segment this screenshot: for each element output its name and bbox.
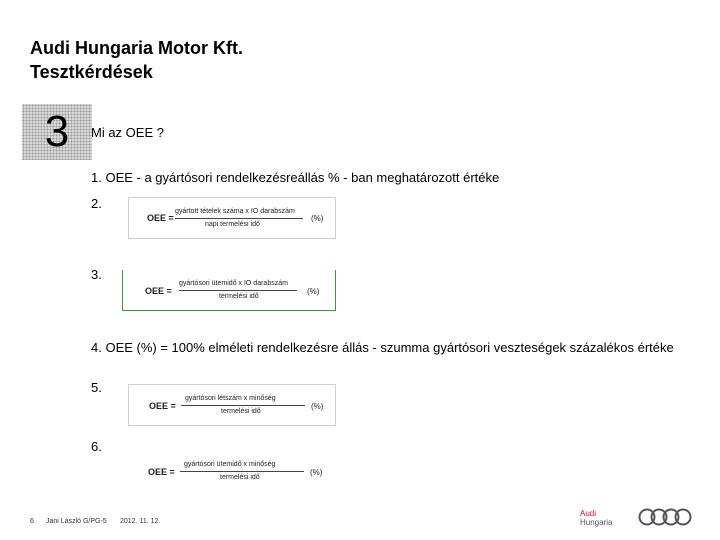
formula-lhs: OEE = (145, 286, 172, 296)
formula-fraction-bar (180, 471, 304, 472)
formula-numerator: gyártósori létszám x minőség (185, 395, 276, 402)
formula-numerator: gyártott tételek száma x IO darabszám (175, 208, 295, 215)
footer-page-number: 6 (30, 518, 34, 525)
title-line-1: Audi Hungaria Motor Kft. (30, 38, 243, 58)
audi-hungaria-wordmark (580, 509, 612, 527)
formula-image-3 (122, 270, 336, 311)
formula-fraction-bar (175, 218, 303, 219)
formula-lhs: OEE = (149, 401, 176, 411)
formula-fraction-bar (181, 405, 305, 406)
formula-image-2 (128, 197, 336, 239)
audi-rings-logo (637, 507, 693, 527)
brand-line-1: Audi (580, 509, 597, 518)
page-title (30, 36, 243, 84)
answer-6[interactable]: 6. (91, 439, 102, 454)
formula-image-5 (128, 384, 336, 426)
formula-denominator: napi termelési idő (205, 221, 260, 228)
question-number: 3 (44, 107, 70, 156)
formula-denominator: termelési idő (221, 408, 261, 415)
answer-3[interactable]: 3. (91, 267, 102, 282)
formula-lhs: OEE = (147, 213, 174, 223)
formula-unit: (%) (311, 214, 324, 223)
question-text: Mi az OEE ? (91, 125, 164, 140)
formula-denominator: termelési idő (219, 293, 259, 300)
formula-unit: (%) (311, 402, 324, 411)
formula-numerator: gyártósori ütemidő x minőség (184, 461, 276, 468)
footer-author: Jani László G/PG-5 (46, 518, 107, 525)
title-line-2: Tesztkérdések (30, 62, 153, 82)
formula-unit: (%) (307, 287, 320, 296)
formula-unit: (%) (310, 468, 323, 477)
formula-lhs: OEE = (148, 467, 175, 477)
question-number-box (22, 104, 92, 160)
formula-fraction-bar (179, 290, 297, 291)
answer-4[interactable]: 4. OEE (%) = 100% elméleti rendelkezésre állás - szumma gyártósori veszteségek százalékos értéke (91, 340, 674, 355)
brand-line-2: Hungaria (580, 518, 613, 527)
footer-date: 2012. 11. 12. (120, 518, 161, 525)
formula-numerator: gyártósori ütemidő x IO darabszám (179, 280, 288, 287)
answer-1[interactable]: 1. OEE - a gyártósori rendelkezésreállás % - ban meghatározott értéke (91, 170, 500, 185)
answer-2[interactable]: 2. (91, 196, 102, 211)
formula-image-6 (128, 454, 334, 492)
answer-5[interactable]: 5. (91, 380, 102, 395)
formula-denominator: termelési idő (220, 474, 260, 481)
